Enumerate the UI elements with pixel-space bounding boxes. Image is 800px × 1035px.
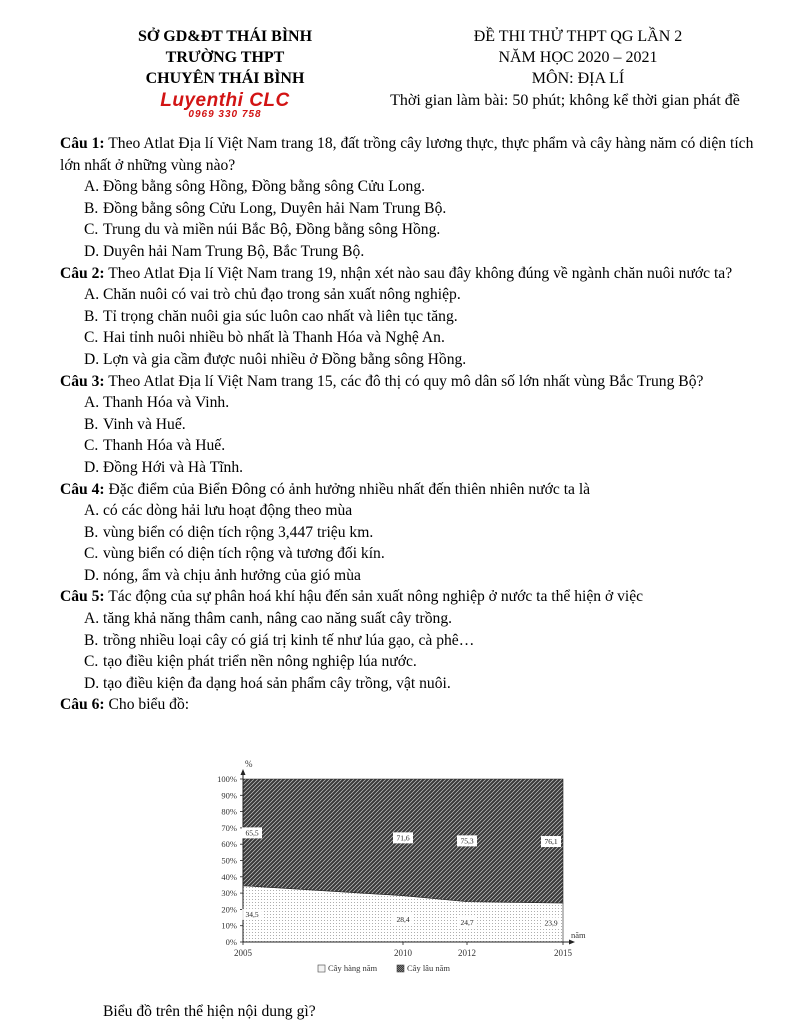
answer-option[interactable] <box>84 500 760 522</box>
data-label: 71,6 <box>396 833 410 843</box>
option-letter: A. <box>84 178 100 196</box>
option-letter: A. <box>84 286 100 304</box>
question-text: Theo Atlat Địa lí Việt Nam trang 15, các đô thị có quy mô dân số lớn nhất vùng Bắc Trung Bộ? <box>104 372 704 390</box>
data-label: 24,7 <box>460 917 474 927</box>
department-name: SỞ GD&ĐT THÁI BÌNH <box>137 28 313 45</box>
option-letter: B. <box>84 307 99 325</box>
exam-title: ĐỀ THI THỬ THPT QG LẦN 2 <box>473 28 683 45</box>
answer-option[interactable] <box>84 651 760 673</box>
answer-option[interactable] <box>84 219 760 241</box>
option-text: Vinh và Huế. <box>103 415 186 433</box>
question-text: Đặc điểm của Biển Đông có ảnh hưởng nhiều nhất đến thiên nhiên nước ta là <box>104 480 591 498</box>
brand-logo: Luyenthi CLC <box>160 90 290 111</box>
answer-option[interactable] <box>84 565 760 587</box>
option-letter: D. <box>84 458 100 476</box>
option-text: Trung du và miền núi Bắc Bộ, Đồng bằng sông Hồng. <box>103 221 441 239</box>
question-text: Theo Atlat Địa lí Việt Nam trang 19, nhận xét nào sau đây không đúng về ngành chăn nuôi nước ta? <box>104 264 733 282</box>
y-tick-label: 80% <box>221 806 237 817</box>
x-tick-label: 2005 <box>234 948 252 958</box>
option-text: nóng, ẩm và chịu ảnh hưởng của gió mùa <box>103 566 361 584</box>
option-letter: C. <box>84 545 99 563</box>
answer-option[interactable] <box>84 176 760 198</box>
y-tick-label: 50% <box>221 855 237 866</box>
option-letter: C. <box>84 221 99 239</box>
question-1 <box>60 133 760 176</box>
question-label: Câu 2: <box>60 264 105 282</box>
y-axis-arrow <box>241 769 246 775</box>
option-text: tăng khả năng thâm canh, nâng cao năng suất cây trồng. <box>103 610 453 628</box>
school-name-line1: TRƯỜNG THPT <box>165 49 285 66</box>
option-letter: D. <box>84 350 100 368</box>
legend-label-cay-lau-nam: Cây lâu năm <box>407 963 450 973</box>
x-tick-label: 2010 <box>394 948 412 958</box>
question-4 <box>60 479 760 501</box>
y-tick-label: 10% <box>221 920 237 931</box>
brand-phone: 0969 330 758 <box>188 109 262 120</box>
option-letter: A. <box>84 502 100 520</box>
legend-swatch-cay-lau-nam <box>397 965 404 972</box>
answer-option[interactable] <box>84 392 760 414</box>
x-axis-label: năm <box>571 930 586 940</box>
answer-option[interactable] <box>84 630 760 652</box>
x-axis-arrow <box>569 940 575 945</box>
question-text: Cho biểu đồ: <box>104 696 190 714</box>
answer-option[interactable] <box>84 306 760 328</box>
y-tick-label: 70% <box>221 822 237 833</box>
question-text: Theo Atlat Địa lí Việt Nam trang 18, đất trồng cây lương thực, thực phẩm và cây hàng năm có diện tích lớn nhất ở những vùng nào? <box>60 135 754 174</box>
question-label: Câu 3: <box>60 372 105 390</box>
question-text: Tác động của sự phân hoá khí hậu đến sản xuất nông nghiệp ở nước ta thể hiện ở việc <box>104 588 644 606</box>
question-label: Câu 6: <box>60 696 105 714</box>
question-label: Câu 5: <box>60 588 105 606</box>
option-text: Đồng Hới và Hà Tĩnh. <box>103 458 244 476</box>
question-label: Câu 1: <box>60 135 105 152</box>
answer-option[interactable] <box>84 522 760 544</box>
option-text: vùng biển có diện tích rộng 3,447 triệu km. <box>103 523 374 541</box>
option-text: Thanh Hóa và Vinh. <box>103 394 230 412</box>
question-6 <box>60 694 760 716</box>
answer-option[interactable] <box>84 349 760 371</box>
question-2 <box>60 263 760 285</box>
option-letter: B. <box>84 523 99 541</box>
question-list <box>60 133 760 716</box>
stacked-area-chart <box>200 757 586 985</box>
y-tick-label: 100% <box>217 774 237 784</box>
question-6-prompt: Biểu đồ trên thể hiện nội dung gì? <box>103 1003 316 1020</box>
answer-option[interactable] <box>84 284 760 306</box>
option-text: trồng nhiều loại cây có giá trị kinh tế như lúa gạo, cà phê… <box>103 631 475 649</box>
y-tick-label: 30% <box>221 888 237 899</box>
chart-container <box>200 757 586 985</box>
answer-option[interactable] <box>84 435 760 457</box>
exam-header <box>0 26 800 126</box>
data-label: 65,5 <box>245 828 259 838</box>
option-text: Đồng bằng sông Hồng, Đồng bằng sông Cửu Long. <box>103 178 426 196</box>
option-letter: B. <box>84 415 99 433</box>
answer-option[interactable] <box>84 414 760 436</box>
legend-label-cay-hang-nam: Cây hàng năm <box>328 963 378 973</box>
time-note: Thời gian làm bài: 50 phút; không kể thời gian phát đề <box>390 92 740 109</box>
y-tick-label: 40% <box>221 871 237 882</box>
option-text: Duyên hải Nam Trung Bộ, Bắc Trung Bộ. <box>103 242 365 260</box>
data-label: 76,1 <box>544 837 558 847</box>
data-label: 23,9 <box>544 918 558 928</box>
answer-option[interactable] <box>84 673 760 695</box>
x-tick-label: 2015 <box>554 948 572 958</box>
data-label: 34,5 <box>245 909 259 919</box>
school-name-line2: CHUYÊN THÁI BÌNH <box>145 70 305 87</box>
school-year: NĂM HỌC 2020 – 2021 <box>498 49 658 66</box>
answer-option[interactable] <box>84 327 760 349</box>
option-letter: C. <box>84 437 99 455</box>
option-letter: B. <box>84 631 99 649</box>
y-tick-label: 60% <box>221 839 237 850</box>
subject: MÔN: ĐỊA LÍ <box>531 70 625 87</box>
answer-option[interactable] <box>84 241 760 263</box>
question-label: Câu 4: <box>60 480 105 498</box>
y-tick-label: 90% <box>221 790 237 801</box>
option-letter: B. <box>84 199 99 217</box>
data-label: 28,4 <box>396 914 410 924</box>
option-text: Hai tỉnh nuôi nhiều bò nhất là Thanh Hóa và Nghệ An. <box>103 329 445 347</box>
data-label: 75,3 <box>460 836 474 846</box>
answer-option[interactable] <box>84 608 760 630</box>
y-tick-label: 20% <box>221 904 237 915</box>
option-text: Thanh Hóa và Huế. <box>103 437 226 455</box>
legend-swatch-cay-hang-nam <box>318 965 325 972</box>
option-letter: D. <box>84 242 100 260</box>
option-letter: C. <box>84 329 99 347</box>
option-text: Chăn nuôi có vai trò chủ đạo trong sản xuất nông nghiệp. <box>103 286 461 304</box>
option-letter: C. <box>84 653 99 671</box>
option-text: Tỉ trọng chăn nuôi gia súc luôn cao nhất và liên tục tăng. <box>103 307 458 325</box>
question-3 <box>60 371 760 393</box>
answer-option[interactable] <box>84 543 760 565</box>
option-letter: A. <box>84 394 100 412</box>
y-tick-label: 0% <box>225 937 237 947</box>
option-text: Lợn và gia cầm được nuôi nhiều ở Đồng bằng sông Hồng. <box>103 350 467 368</box>
option-letter: A. <box>84 610 100 628</box>
option-text: tạo điều kiện phát triển nền nông nghiệp lúa nước. <box>103 653 417 671</box>
answer-option[interactable] <box>84 457 760 479</box>
option-text: có các dòng hải lưu hoạt động theo mùa <box>103 502 353 520</box>
question-5 <box>60 586 760 608</box>
option-text: Đồng bằng sông Cửu Long, Duyên hải Nam Trung Bộ. <box>103 199 447 217</box>
option-text: vùng biển có diện tích rộng và tương đối kín. <box>103 545 385 563</box>
answer-option[interactable] <box>84 198 760 220</box>
option-text: tạo điều kiện đa dạng hoá sản phẩm cây trồng, vật nuôi. <box>103 674 451 692</box>
y-axis-label: % <box>245 759 253 769</box>
x-tick-label: 2012 <box>458 948 476 958</box>
option-letter: D. <box>84 674 100 692</box>
option-letter: D. <box>84 566 100 584</box>
